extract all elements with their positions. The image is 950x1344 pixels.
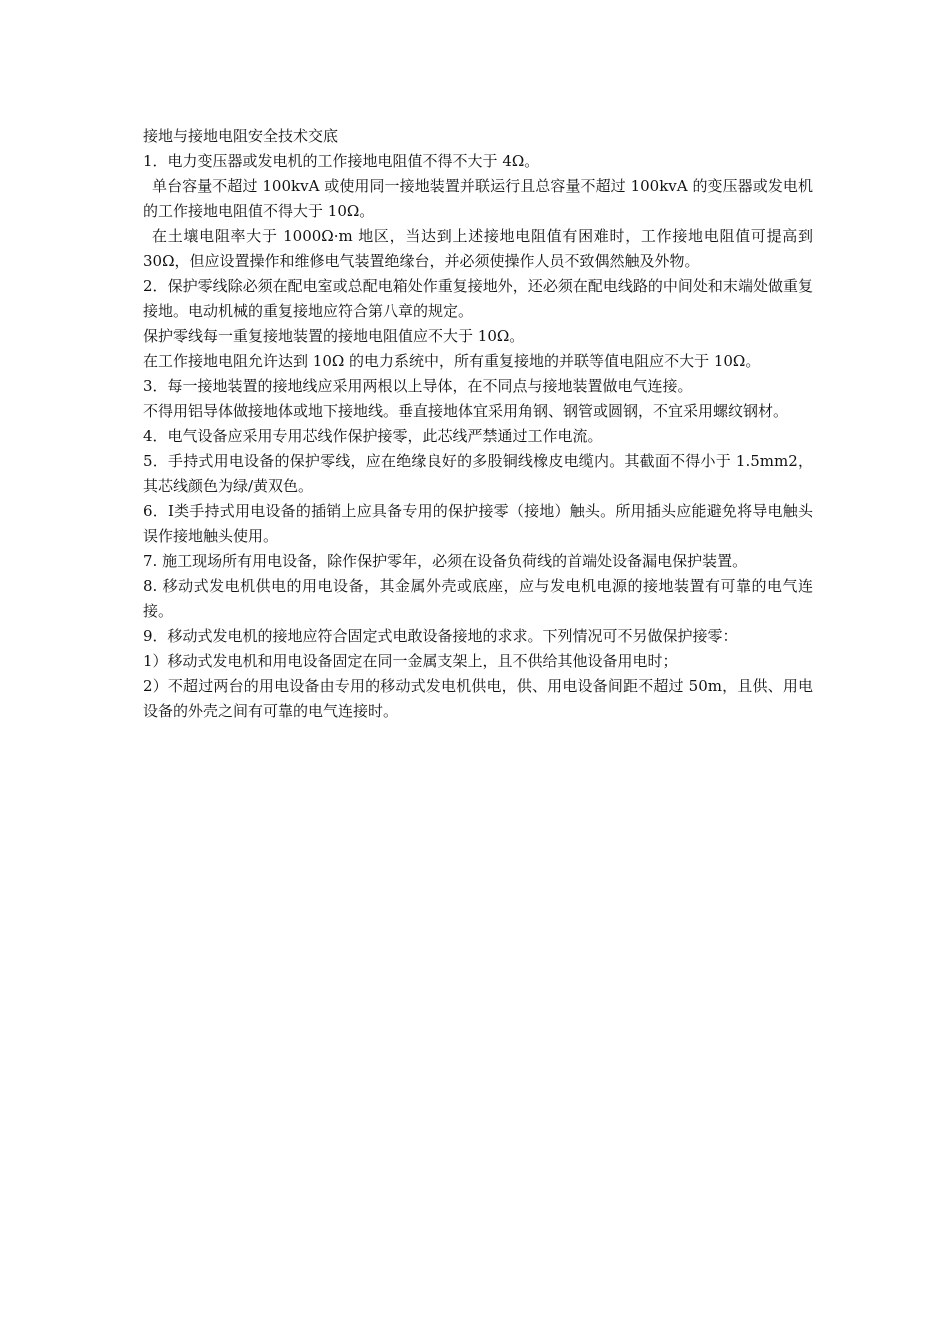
paragraph-1: 1．电力变压器或发电机的工作接地电阻值不得不大于 4Ω。 (143, 152, 540, 170)
paragraph-15: 1）移动式发电机和用电设备固定在同一金属支架上，且不供给其他设备用电时； (143, 652, 678, 670)
paragraph-3: 在土壤电阻率大于 1000Ω·m 地区，当达到上述接地电阻值有困难时，工作接地电阻值可提高到 30Ω，但应设置操作和维修电气装置绝缘台，并必须使操作人员不致偶然触及外物。 (143, 227, 813, 270)
paragraph-13: 8. 移动式发电机供电的用电设备，其金属外壳或底座，应与发电机电源的接地装置有可靠的电气连接。 (143, 577, 813, 620)
document-title: 接地与接地电阻安全技术交底 (143, 127, 339, 145)
paragraph-2: 单台容量不超过 100kvA 或使用同一接地装置并联运行且总容量不超过 100kvA 的变压器或发电机的工作接地电阻值不得大于 10Ω。 (143, 177, 813, 220)
paragraph-5: 保护零线每一重复接地装置的接地电阻值应不大于 10Ω。 (143, 327, 525, 345)
paragraph-16: 2）不超过两台的用电设备由专用的移动式发电机供电，供、用电设备间距不超过 50m，且供、用电设备的外壳之间有可靠的电气连接时。 (143, 677, 813, 720)
paragraph-14: 9．移动式发电机的接地应符合固定式电敢设备接地的求求。下列情况可不另做保护接零： (143, 627, 738, 645)
paragraph-10: 5．手持式用电设备的保护零线，应在绝缘良好的多股铜线橡皮电缆内。其截面不得小于 1.5mm2，其芯线颜色为绿/黄双色。 (143, 452, 813, 495)
paragraph-12: 7. 施工现场所有用电设备，除作保护零年，必须在设备负荷线的首端处设备漏电保护装置。 (143, 552, 748, 570)
paragraph-8: 不得用铝导体做接地体或地下接地线。垂直接地体宜采用角钢、钢管或圆钢，不宜采用螺纹钢材。 (143, 402, 789, 420)
paragraph-9: 4．电气设备应采用专用芯线作保护接零，此芯线严禁通过工作电流。 (143, 427, 603, 445)
paragraph-11: 6．Ⅰ类手持式用电设备的插销上应具备专用的保护接零（接地）触头。所用插头应能避免将导电触头误作接地触头使用。 (143, 502, 813, 545)
document-body (143, 124, 813, 724)
paragraph-7: 3．每一接地装置的接地线应采用两根以上导体，在不同点与接地装置做电气连接。 (143, 377, 693, 395)
paragraph-6: 在工作接地电阻允许达到 10Ω 的电力系统中，所有重复接地的并联等值电阻应不大于 10Ω。 (143, 352, 761, 370)
paragraph-4: 2．保护零线除必须在配电室或总配电箱处作重复接地外，还必须在配电线路的中间处和末端处做重复接地。电动机械的重复接地应符合第八章的规定。 (143, 277, 813, 320)
